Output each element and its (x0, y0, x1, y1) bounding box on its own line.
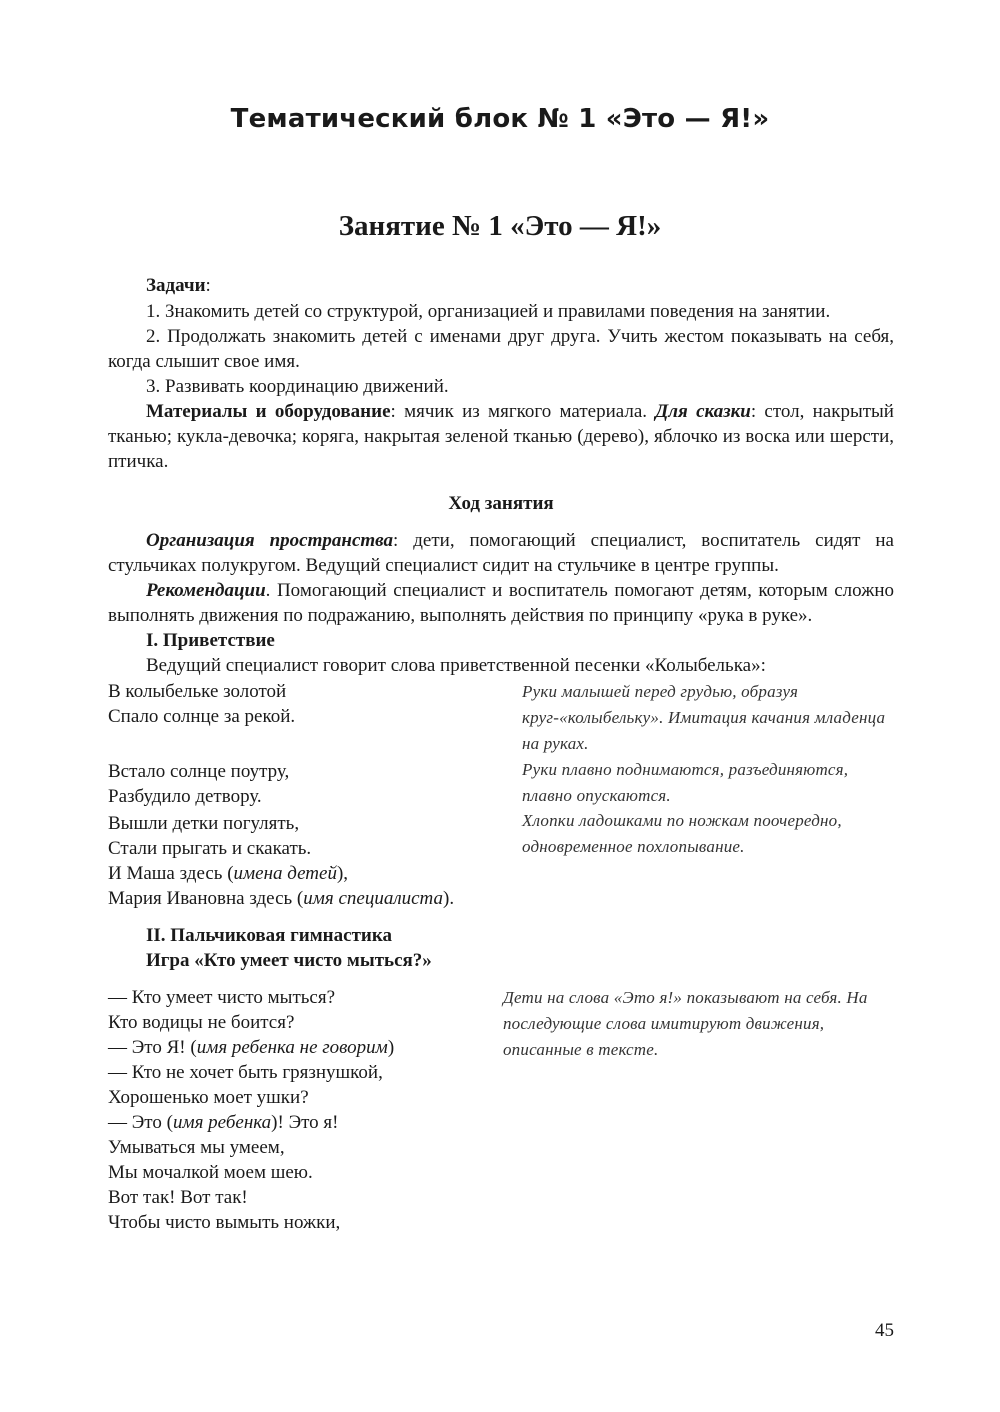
finger-poem-lines (108, 985, 503, 1235)
poem-line (108, 886, 508, 911)
poem-text: — Это ( (108, 1112, 173, 1133)
poem-note: Хлопки ладошками по ножкам поочередно, одновременное похлопывание. (522, 811, 842, 856)
finger-heading: II. Пальчиковая гимнастика (146, 925, 393, 946)
finger-game-title: Игра «Кто умеет чисто мыться?» (146, 950, 432, 971)
finger-poem-notes (503, 985, 894, 1235)
task-item-1: 1. Знакомить детей со структурой, организацией и правилами поведения на занятии. (146, 301, 831, 322)
poem-italic: имя ребенка (172, 1112, 272, 1133)
block-title: Тематический блок № 1 «Это — Я!» (230, 104, 770, 134)
poem-line (108, 861, 508, 886)
poem-line: Чтобы чисто вымыть ножки, (108, 1212, 341, 1233)
document-body (108, 270, 894, 1235)
poem-line (108, 1110, 503, 1135)
tale-label: Для сказки (655, 401, 751, 422)
tale-text: : стол, накрытый тканью; кукла-девочка; коряга, накрытая зеленой тканью (дерево), яблочко из воска или шерсти, птичка. (108, 401, 894, 472)
organization-paragraph (108, 528, 894, 578)
finger-poem (108, 985, 894, 1235)
tasks-heading: Задачи: (146, 275, 211, 296)
poem-line: — Кто умеет чисто мыться? (108, 987, 336, 1008)
course-heading: Ход занятия (448, 493, 554, 514)
poem-line: Вот так! Вот так! (108, 1187, 248, 1208)
lesson-title: Занятие № 1 «Это — Я!» (338, 210, 662, 242)
poem-line: Стали прыгать и скакать. (108, 838, 312, 859)
poem-text: Мария Ивановна здесь ( (108, 888, 304, 909)
poem-italic: имена детей (233, 863, 337, 884)
recommendations-label: Рекомендации (146, 580, 266, 601)
greeting-heading: I. Приветствие (146, 630, 275, 651)
poem-note: Руки малышей перед грудью, образуя круг-«колыбельку». Имитация качания младенца на руках. (522, 682, 886, 753)
organization-text: : дети, помогающий специалист, воспитатель сидят на стульчиках полукругом. Ведущий специалист сидит на стульчике в центре группы. (108, 530, 894, 576)
poem-line: Разбудило детвору. (108, 786, 262, 807)
poem-line: Умываться мы умеем, (108, 1137, 285, 1158)
poem-line: Вышли детки погулять, (108, 813, 300, 834)
poem-text: И Маша здесь ( (108, 863, 234, 884)
poem-line: В колыбельке золотой (108, 681, 287, 702)
poem-line: Спало солнце за рекой. (108, 706, 296, 727)
poem-note: Руки плавно поднимаются, разъединяются, плавно опускаются. (522, 760, 849, 805)
poem-line: — Кто не хочет быть грязнушкой, (108, 1062, 383, 1083)
poem-italic: имя специалиста (303, 888, 444, 909)
task-item-3: 3. Развивать координацию движений. (146, 376, 449, 397)
poem-line (108, 1035, 503, 1060)
poem-text: )! Это я! (271, 1112, 339, 1133)
materials-text: : мячик из мягкого материала. (390, 401, 656, 422)
poem-italic: имя ребенка не говорим (196, 1037, 388, 1058)
greeting-poem-lines (108, 679, 508, 911)
greeting-poem (108, 679, 894, 911)
tasks-heading-text: Задачи (146, 275, 206, 296)
poem-note: Дети на слова «Это я!» показывают на себя. На последующие слова имитируют движения, описанные в тексте. (502, 988, 868, 1059)
poem-line: Мы мочалкой моем шею. (108, 1162, 313, 1183)
poem-text: ). (443, 888, 455, 909)
greeting-intro: Ведущий специалист говорит слова приветственной песенки «Колыбелька»: (146, 655, 766, 676)
materials-paragraph (108, 399, 894, 474)
poem-line: Хорошенько моет ушки? (108, 1087, 309, 1108)
organization-label: Организация пространства (146, 530, 394, 551)
materials-label: Материалы и оборудование (146, 401, 391, 422)
poem-text: ) (387, 1037, 395, 1058)
greeting-poem-notes (522, 679, 894, 911)
poem-line: Встало солнце поутру, (108, 761, 290, 782)
poem-text: ), (336, 863, 349, 884)
page-number: 45 (875, 1320, 894, 1341)
poem-line: Кто водицы не боится? (108, 1012, 295, 1033)
task-item-2: 2. Продолжать знакомить детей с именами друг друга. Учить жестом показывать на себя, когда слышит свое имя. (108, 326, 894, 372)
recommendations-paragraph (108, 578, 894, 628)
recommendations-text: . Помогающий специалист и воспитатель помогают детям, которым сложно выполнять движения по подражанию, выполнять действия по принципу «рука в руке». (108, 580, 894, 626)
poem-text: — Это Я! ( (108, 1037, 197, 1058)
